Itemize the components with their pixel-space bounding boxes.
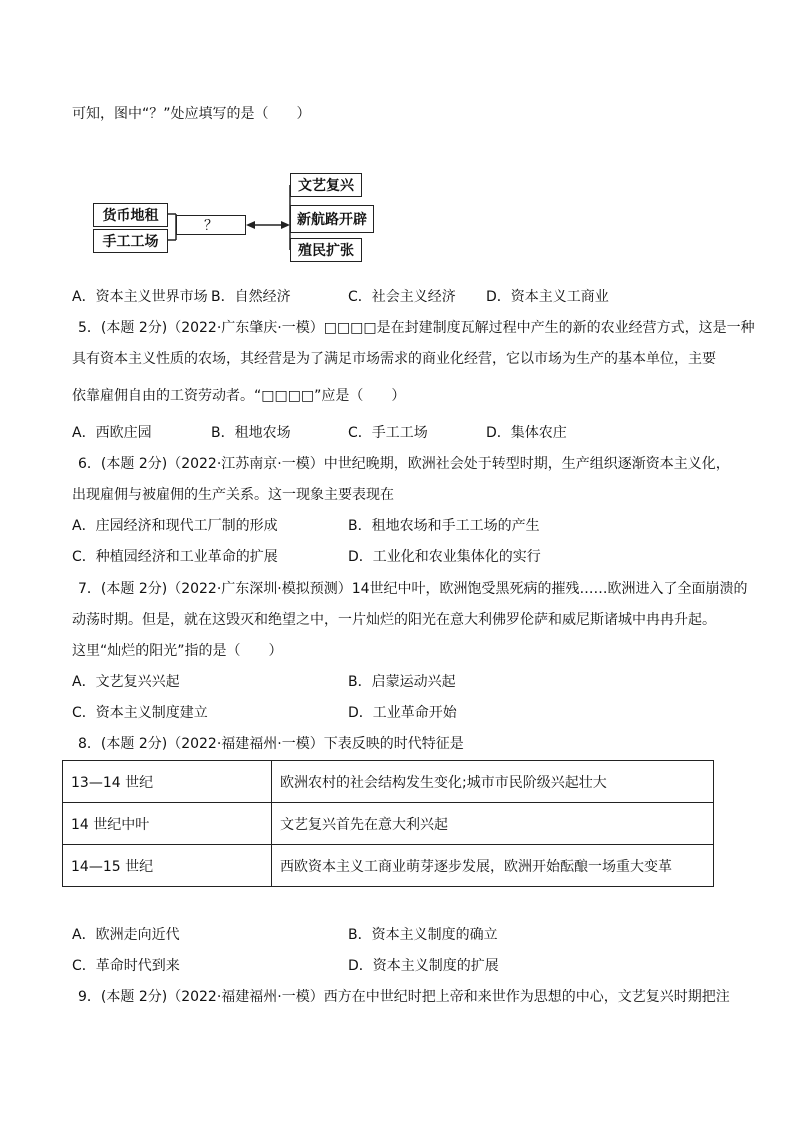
q8-table [62,760,714,887]
q8-option-a[interactable]: A．欧洲走向近代 [72,927,180,943]
q7-option-b[interactable]: B．启蒙运动兴起 [348,674,456,690]
q8-option-b[interactable]: B．资本主义制度的确立 [348,927,498,943]
q7-line-2: 动荡时期。但是，就在这毁灭和绝望之中，一片灿烂的阳光在意大利佛罗伦萨和威尼斯诸城中冉冉升起。 [72,612,716,628]
q5-line-3: 依靠雇佣自由的工资劳动者。“□□□□”应是（ ） [72,388,406,404]
q4-option-c[interactable]: C．社会主义经济 [348,289,456,305]
q7-option-a[interactable]: A．文艺复兴兴起 [72,674,180,690]
q6-line-2: 出现雇佣与被雇佣的生产关系。这一现象主要表现在 [72,487,394,503]
q8-option-c[interactable]: C．革命时代到来 [72,958,180,974]
diagram-box-renaissance: 文艺复兴 [290,173,362,197]
table-row [63,803,714,845]
q4-option-b[interactable]: B．自然经济 [211,289,291,305]
diagram-box-workshop: 手工工场 [93,229,168,253]
table-cell-period: 13—14 世纪 [63,761,272,803]
table-row [63,845,714,887]
q7-option-d[interactable]: D．工业革命开始 [348,705,457,721]
q5-option-b[interactable]: B．租地农场 [211,425,291,441]
q5-line-1: 5．(本题 2分)（2022·广东肇庆·一模）□□□□是在封建制度瓦解过程中产生的新的农业经营方式，这是一种 [78,320,755,336]
table-cell-event: 西欧资本主义工商业萌芽逐步发展，欧洲开始酝酿一场重大变革 [272,845,714,887]
table-cell-period: 14 世纪中叶 [63,803,272,845]
q6-option-a[interactable]: A．庄园经济和现代工厂制的形成 [72,518,278,534]
q7-line-3: 这里“灿烂的阳光”指的是（ ） [72,643,283,659]
q9-line-1: 9．(本题 2分)（2022·福建福州·一模）西方在中世纪时把上帝和来世作为思想的中心，文艺复兴时期把注 [78,989,730,1005]
table-cell-event: 欧洲农村的社会结构发生变化;城市市民阶级兴起壮大 [272,761,714,803]
q7-line-1: 7．(本题 2分)（2022·广东深圳·模拟预测）14世纪中叶，欧洲饱受黑死病的摧残……欧洲进入了全面崩溃的 [78,581,748,597]
q5-option-a[interactable]: A．西欧庄园 [72,425,152,441]
diagram-box-money-rent: 货币地租 [93,203,168,227]
table-cell-event: 文艺复兴首先在意大利兴起 [272,803,714,845]
q4-option-a[interactable]: A．资本主义世界市场 [72,289,208,305]
q5-option-d[interactable]: D．集体农庄 [486,425,567,441]
q6-line-1: 6．(本题 2分)（2022·江苏南京·一模）中世纪晚期，欧洲社会处于转型时期，生产组织逐渐资本主义化， [78,456,730,472]
q5-line-2: 具有资本主义性质的农场，其经营是为了满足市场需求的商业化经营，它以市场为生产的基本单位，主要 [72,351,716,367]
diagram-box-colonial: 殖民扩张 [290,238,362,262]
q8-option-d[interactable]: D．资本主义制度的扩展 [348,958,499,974]
table-cell-period: 14—15 世纪 [63,845,272,887]
q8-line-1: 8．(本题 2分)（2022·福建福州·一模）下表反映的时代特征是 [78,736,464,752]
diagram-box-new-routes: 新航路开辟 [290,205,374,233]
q5-option-c[interactable]: C．手工工场 [348,425,428,441]
table-row [63,761,714,803]
q6-option-d[interactable]: D．工业化和农业集体化的实行 [348,549,541,565]
q6-option-b[interactable]: B．租地农场和手工工场的产生 [348,518,540,534]
diagram-box-unknown: ？ [176,215,246,235]
q6-option-c[interactable]: C．种植园经济和工业革命的扩展 [72,549,278,565]
q4-option-d[interactable]: D．资本主义工商业 [486,289,609,305]
q7-option-c[interactable]: C．资本主义制度建立 [72,705,208,721]
q4-stem: 可知，图中“？”处应填写的是（ ） [72,106,311,122]
